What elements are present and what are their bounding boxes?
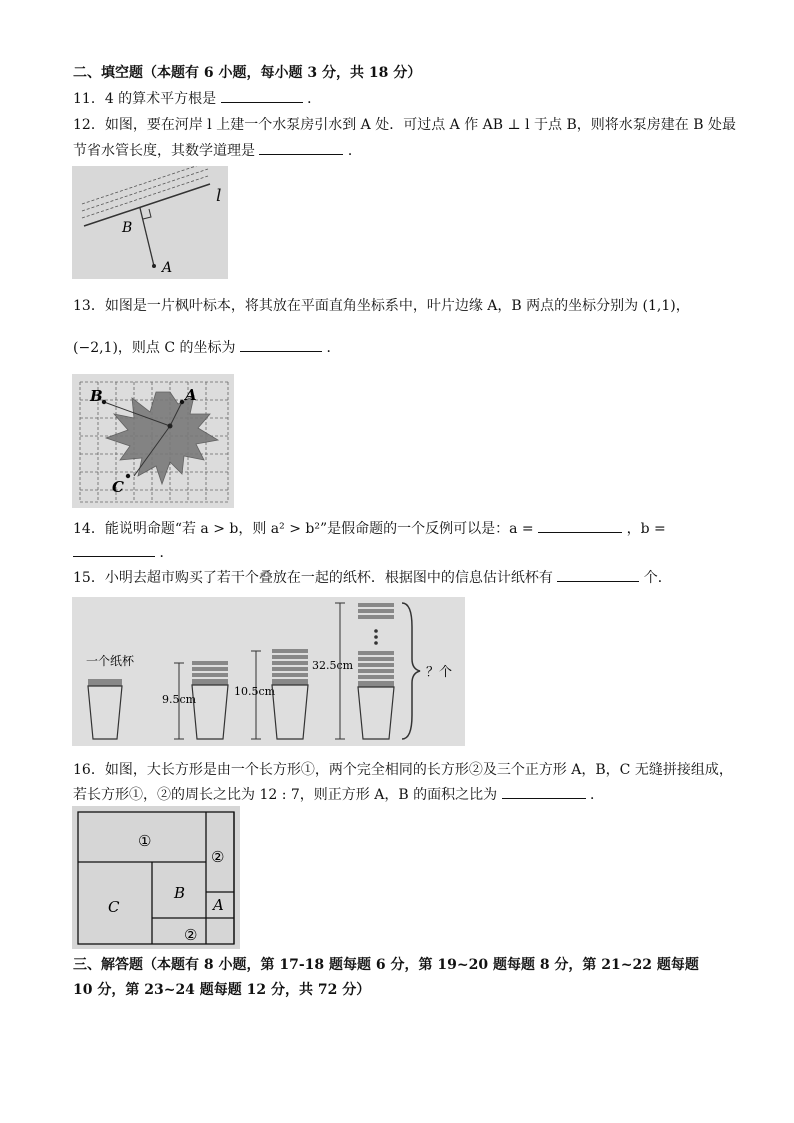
q16-label-r1: ① xyxy=(138,832,152,850)
q16-label-C: C xyxy=(108,898,120,916)
q16-end: ． xyxy=(590,787,604,803)
q13-end: ． xyxy=(326,340,341,356)
q12-end: ． xyxy=(347,143,362,159)
q16-line2 xyxy=(73,784,604,805)
q13-line1: 13．如图是一片枫叶标本，将其放在平面直角坐标系中，叶片边缘 A，B 两点的坐标分别为 (1,1)， xyxy=(73,298,690,314)
q15-end: 个． xyxy=(643,570,672,586)
q13-label-C: C xyxy=(112,478,124,496)
q16-line2-text: 若长方形①，②的周长之比为 12 : 7，则正方形 A，B 的面积之比为 xyxy=(73,787,498,803)
q15 xyxy=(73,567,672,588)
q12-line2 xyxy=(73,140,362,161)
q16-label-r2b: ② xyxy=(184,926,198,944)
q14-end: ． xyxy=(159,545,174,561)
q15-h2: 10.5cm xyxy=(234,685,276,698)
q15-h1: 9.5cm xyxy=(162,693,197,706)
q14-line1 xyxy=(73,518,666,539)
q11-end: ． xyxy=(307,91,322,107)
q16-label-B: B xyxy=(174,884,186,902)
q16-answer-blank[interactable] xyxy=(502,784,586,799)
q12-label-l: l xyxy=(216,186,222,206)
q13-figure xyxy=(72,374,234,508)
q12-label-B: B xyxy=(122,220,133,236)
q14-answer-a[interactable] xyxy=(538,518,622,533)
q13-label-B: B xyxy=(90,387,103,405)
q12-answer-blank[interactable] xyxy=(259,140,343,155)
q15-question: ？个 xyxy=(426,665,453,680)
q14-answer-b[interactable] xyxy=(73,542,155,557)
q15-one-cup-label: 一个纸杯 xyxy=(86,654,135,668)
q13-line2-text: (−2,1)，则点 C 的坐标为 xyxy=(73,340,236,356)
q13-answer-blank[interactable] xyxy=(240,337,322,352)
q16-figure xyxy=(72,806,240,949)
q12-line1: 12．如图，要在河岸 l 上建一个水泵房引水到 A 处．可过点 A 作 AB ⊥ l 于点 B，则将水泵房建在 B 处最 xyxy=(73,117,736,133)
q14-line2 xyxy=(73,542,173,563)
q13-line2 xyxy=(73,337,340,358)
section2-heading: 二、填空题（本题有 6 小题，每小题 3 分，共 18 分） xyxy=(73,65,422,81)
q15-h3: 32.5cm xyxy=(312,659,354,672)
q16-line1: 16．如图，大长方形是由一个长方形①，两个完全相同的长方形②及三个正方形 A，B，C 无缝拼接组成， xyxy=(73,762,733,778)
q16-label-r2a: ② xyxy=(211,848,225,866)
section3-heading-line2: 10 分，第 23~24 题每题 12 分，共 72 分） xyxy=(73,982,371,998)
q14-mid: ，b = xyxy=(626,521,666,537)
section3-heading-line1: 三、解答题（本题有 8 小题，第 17-18 题每题 6 分，第 19~20 题每题 8 分，第 21~22 题每题 xyxy=(73,957,699,973)
q11-answer-blank[interactable] xyxy=(221,88,303,103)
q11 xyxy=(73,88,321,109)
q12-figure xyxy=(72,166,228,279)
q15-text: 15．小明去超市购买了若干个叠放在一起的纸杯．根据图中的信息估计纸杯有 xyxy=(73,570,553,586)
q15-figure xyxy=(72,597,465,746)
q12-line2-text: 节省水管长度，其数学道理是 xyxy=(73,143,255,159)
q14-text: 14．能说明命题“若 a > b，则 a² > b²”是假命题的一个反例可以是：a = xyxy=(73,521,534,537)
q15-answer-blank[interactable] xyxy=(557,567,639,582)
q13-label-A: A xyxy=(185,386,197,404)
q11-text: 11．4 的算术平方根是 xyxy=(73,91,217,107)
q16-label-A: A xyxy=(213,896,224,914)
q12-label-A: A xyxy=(162,260,173,276)
